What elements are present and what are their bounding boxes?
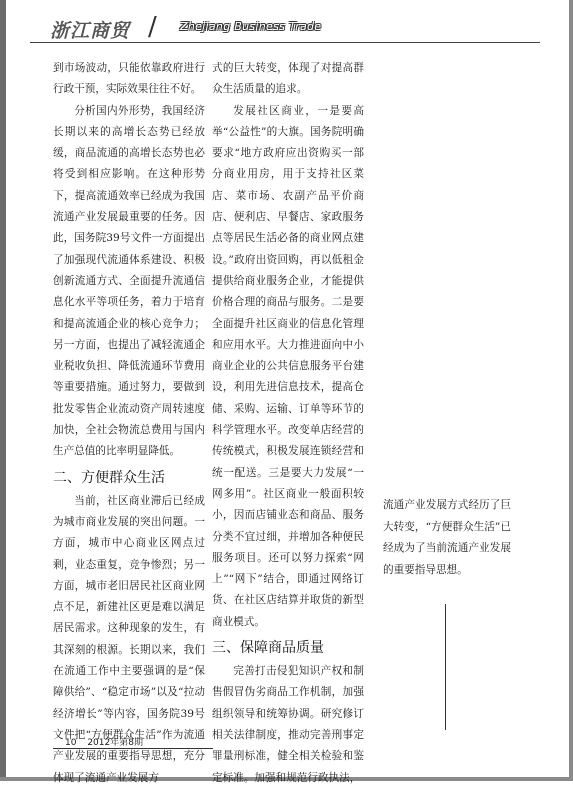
paragraph: 当前，社区商业滞后已经成为城市商业发展的突出问题。一方面，城市中心商业区网点过剩，业态重复，竞争惨烈；另一方面，城市老旧居民社区商业网点不足，新建社区更是难以满足居民需求。这种现象的发生，有其深刻的根源。长期以来，我们在流通工作中主要强调的是“保障供给”、“稳定市场”以及“拉动经济增长”等内容，国务院39号文件把“方便群众生活”作为流通产业发展的重要指导思想，充分体现了流通产业发展方 (53, 494, 205, 784)
issue-label: 2012年第8期 (87, 738, 143, 748)
paragraph: 完善打击侵犯知识产权和制售假冒伪劣商品工作机制，加强组织领导和统筹协调。研究修订相关法律制度，推动完善刑事定罪量刑标准，健全相关检验和鉴定标准。加强和规范行政执法， (212, 665, 364, 784)
section-heading: 三、保障商品质量 (212, 640, 324, 657)
paragraph: 分析国内外形势，我国经济长期以来的高增长态势已经放缓，商品流通的高增长态势也必将受到相应影响。在这种形势下，提高流通效率已经成为我国流通产业发展最重要的任务。因此，国务院39号文件一方面提出了加强现代流通体系建设、积极创新流通方式、全面提升流通信息化水平等项任务，着力于培育和提高流通企业的核心竞争力；另一方面，也提出了减轻流通企业税收负担、降低流通环节费用等重要措施。通过努力，要做到批发零售企业流动资产周转速度加快，全社会物流总费用与国内生产总值的比率明显降低。 (53, 104, 205, 458)
page-frame-right (569, 0, 573, 781)
text-column-1 (53, 58, 205, 789)
page-frame-left (0, 0, 6, 781)
paragraph: 式的巨大转变，体现了对提高群众生活质量的追求。 (212, 62, 364, 96)
header-divider-slash: / (148, 12, 157, 42)
magazine-logo: 浙江商贸 (50, 20, 131, 42)
paragraph: 到市场波动，只能依靠政府进行行政干预，实际效果往往不好。 (53, 62, 205, 96)
paragraph: 发展社区商业，一是要高举“公益性”的大旗。国务院明确要求“地方政府应出资购买一部分商业用房，用于支持社区菜店、菜市场、农副产品平价商店、便利店、早餐店、家政服务点等居民生活必备的商业网点建设。”政府出资回购，再以低租金提供给商业服务企业，才能提供价格合理的商品与服务。二是要全面提升社区商业的信息化管理和应用水平。大力推进面向中小商业企业的公共信息服务平台建设，利用先进信息技术，提高仓储、采购、运输、订单等环节的科学管理水平。改变单店经营的传统模式，积极发展连锁经营和统一配送。三是要大力发展“一网多用”。社区商业一般面积较小，因而店铺业态和商品、服务分类不宜过细，并增加各种便民服务项目。还可以努力探索“网上”“网下”结合，即通过网络订货、在社区店结算并取货的新型商业模式。 (212, 104, 364, 628)
pull-quote: 流通产业发展方式经历了巨大转变，“方便群众生活”已经成为了当前流通产业发展的重要指导思想。 (383, 499, 511, 576)
header-rule (30, 42, 540, 43)
text-column-2 (212, 58, 364, 789)
page-footer (65, 735, 151, 748)
running-header (30, 14, 550, 44)
section-heading: 二、方便群众生活 (53, 469, 165, 486)
page-number: 10 (65, 738, 77, 748)
footer-rule (53, 748, 213, 749)
pull-quote-rule (445, 604, 446, 730)
magazine-english-title: Zhejiang Business Trade (180, 20, 322, 33)
